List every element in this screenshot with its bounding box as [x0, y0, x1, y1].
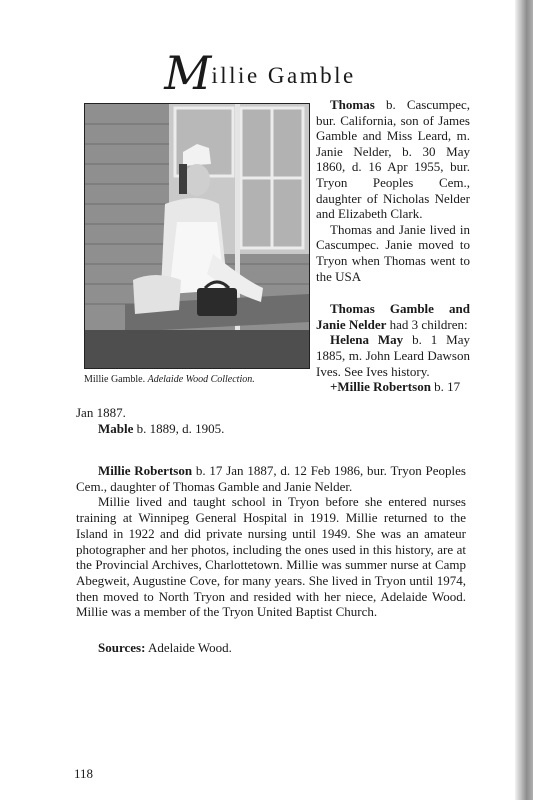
thomas-janie-paragraph: Thomas and Janie lived in Cascumpec. Janie moved to Tryon when Thomas went to the USA — [316, 221, 470, 284]
title-initial: M — [164, 46, 212, 100]
photo-illustration — [85, 104, 309, 368]
millie-name: +Millie Robertson — [330, 379, 431, 395]
photo-caption — [84, 374, 255, 385]
helena-name: Helena May — [330, 332, 404, 348]
sources-label: Sources: — [98, 640, 146, 655]
mable-text: b. 1889, d. 1905. — [133, 420, 225, 436]
millie-biography — [76, 463, 466, 620]
right-column — [316, 97, 470, 395]
bio-name: Millie Robertson — [98, 463, 193, 478]
caption-credit: Adelaide Wood Collection. — [147, 374, 255, 385]
child-mable — [76, 421, 276, 437]
bio-paragraph-1 — [76, 463, 466, 494]
sources-text: Adelaide Wood. — [145, 640, 232, 655]
child-helena — [316, 332, 470, 379]
children-continuation — [76, 405, 276, 436]
historical-photo — [84, 103, 310, 369]
family-heading: Thomas Gamble and Janie Nelder — [316, 301, 470, 332]
bio-paragraph-2: Millie lived and taught school in Tryon before she entered nurses training at Winnipeg General Hospital in 1919. Millie returned to the Island in 1922 and did private nursing until 1949. She was an amateur photographer and her photos, including the ones used in this history, are at the Provincial Archives, Charlottetown. Millie was summer nurse at Camp Abegweit, Augustine Cove, for many years. She lived in Tryon until 1974, then moved to North Tryon and resided with her niece, Adelaide Wood. Millie was a member of the Tryon United Baptist Church. — [76, 494, 466, 620]
family-text: had 3 children: — [386, 316, 468, 332]
thomas-name: Thomas — [330, 97, 375, 112]
bio-vitals: b. 17 Jan 1887, d. 12 Feb 1986, bur. Tryon Peoples Cem., daughter of Thomas Gamble and Janie Nelder. — [76, 463, 466, 494]
page-edge-shadow — [515, 0, 533, 800]
helena-text: b. 1 May 1885, m. John Leard Dawson Ives. See Ives history. — [316, 332, 470, 379]
millie-birth-cont: Jan 1887. — [76, 405, 126, 420]
caption-text: Millie Gamble. — [84, 374, 146, 385]
thomas-text: b. Cascumpec, bur. California, son of James Gamble and Miss Leard, m. Janie Nelder, b. 30 May 1860, d. 16 Apr 1955, bur. Tryon Peoples Cem., daughter of Nicholas Nelder and Elizabeth Clark. — [316, 97, 470, 222]
title-rest: illie Gamble — [211, 63, 356, 88]
thomas-entry — [316, 97, 470, 222]
page-number: 118 — [74, 766, 94, 781]
family-entry — [316, 301, 470, 332]
millie-text: b. 17 — [430, 379, 461, 395]
sources-line — [76, 640, 466, 656]
mable-name: Mable — [98, 420, 134, 436]
child-millie — [316, 379, 470, 395]
page-title — [0, 46, 520, 100]
